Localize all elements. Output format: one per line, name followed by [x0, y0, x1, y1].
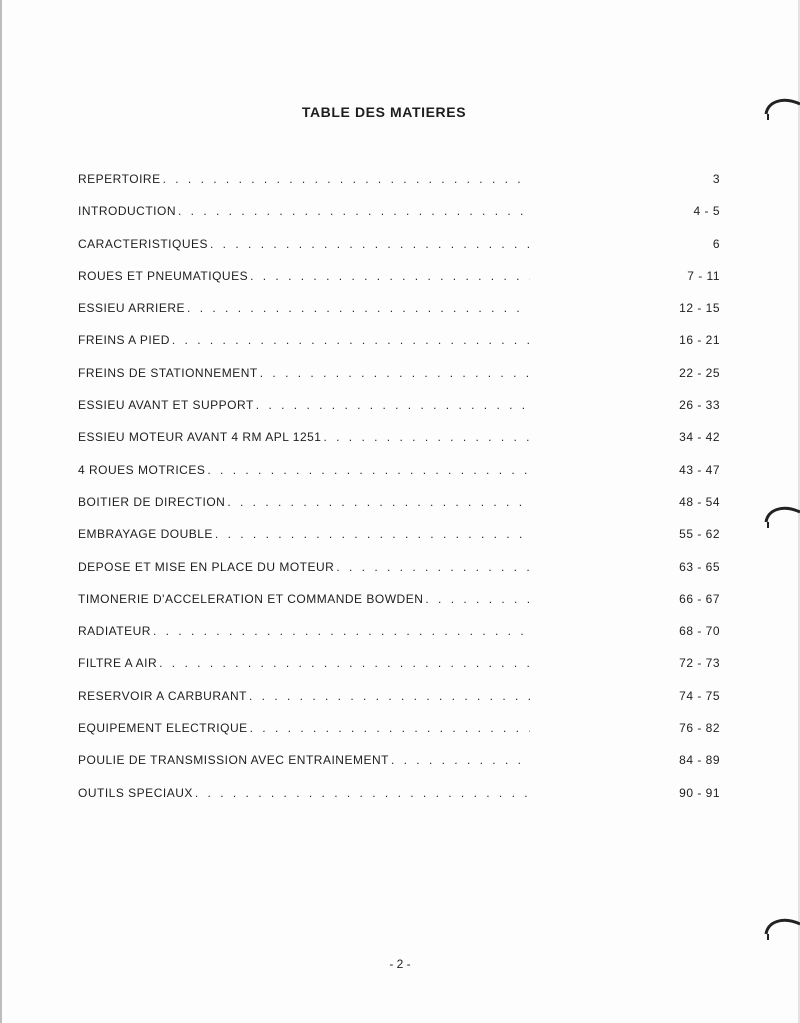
- toc-entry-title: EQUIPEMENT ELECTRIQUE: [78, 721, 248, 736]
- toc-entry-title: INTRODUCTION: [78, 204, 176, 219]
- toc-entry-title: RESERVOIR A CARBURANT: [78, 688, 247, 703]
- toc-entry-title: FREINS DE STATIONNEMENT: [78, 365, 258, 380]
- toc-entry-title: POULIE DE TRANSMISSION AVEC ENTRAINEMENT: [78, 753, 389, 768]
- dot-leader: [172, 328, 530, 352]
- dot-leader: [195, 781, 530, 805]
- page-number: - 2 -: [389, 957, 411, 971]
- toc-entry: [78, 684, 720, 716]
- toc-entry: [78, 781, 720, 813]
- toc-entry-pages: 12 - 15: [679, 301, 720, 316]
- toc-entry: [78, 328, 720, 360]
- toc-entry: [78, 361, 720, 393]
- toc-entry-pages: 22 - 25: [679, 365, 720, 380]
- dot-leader: [227, 490, 530, 514]
- toc-entry-pages: 26 - 33: [679, 398, 720, 413]
- toc-entry: [78, 458, 720, 490]
- dot-leader: [178, 199, 530, 223]
- toc-entry-title: DEPOSE ET MISE EN PLACE DU MOTEUR: [78, 559, 335, 574]
- toc-entry-pages: 68 - 70: [679, 624, 720, 639]
- toc-entry-title: 4 ROUES MOTRICES: [78, 462, 206, 477]
- toc-entry-pages: 7 - 11: [687, 268, 720, 283]
- toc-entry: [78, 555, 720, 587]
- dot-leader: [336, 555, 530, 579]
- toc-entry-pages: 72 - 73: [679, 656, 720, 671]
- toc-entry-title: ROUES ET PNEUMATIQUES: [78, 268, 249, 283]
- toc-entry: [78, 425, 720, 457]
- dot-leader: [250, 264, 530, 288]
- toc-entry-title: FILTRE A AIR: [78, 656, 158, 671]
- toc-entry-title: ESSIEU AVANT ET SUPPORT: [78, 398, 254, 413]
- toc-entry-pages: 6: [712, 236, 720, 251]
- toc-entry: [78, 232, 720, 264]
- toc-entry-pages: 3: [712, 172, 720, 186]
- toc-entry: [78, 716, 720, 748]
- toc-entry-pages: 76 - 82: [679, 721, 720, 736]
- toc-entry-pages: 74 - 75: [679, 688, 720, 703]
- dot-leader: [425, 587, 530, 611]
- toc-entry-title: TIMONERIE D'ACCELERATION ET COMMANDE BOWDEN: [78, 591, 424, 606]
- toc-entry-pages: 84 - 89: [679, 753, 720, 768]
- toc-entry: [78, 393, 720, 425]
- toc-entry-pages: 48 - 54: [679, 494, 720, 509]
- binder-hole-mark: [760, 500, 800, 530]
- toc-entry: [78, 651, 720, 683]
- toc-entry-pages: 66 - 67: [679, 591, 720, 606]
- toc-entry: [78, 296, 720, 328]
- dot-leader: [159, 651, 530, 675]
- dot-leader: [323, 425, 530, 449]
- toc-entry: [78, 264, 720, 296]
- toc-entry-title: FREINS A PIED: [78, 333, 170, 348]
- dot-leader: [210, 232, 530, 256]
- toc-entry-pages: 34 - 42: [679, 430, 720, 445]
- binder-hole-mark: [760, 912, 800, 942]
- binder-hole-mark: [760, 92, 800, 122]
- toc-entry-pages: 43 - 47: [679, 462, 720, 477]
- toc-entry: [78, 199, 720, 231]
- toc-entry: [78, 167, 720, 199]
- toc-entry-pages: 4 - 5: [693, 204, 720, 219]
- dot-leader: [250, 716, 530, 740]
- dot-leader: [163, 167, 530, 191]
- toc-entry-title: OUTILS SPECIAUX: [78, 785, 193, 800]
- toc-entry-title: ESSIEU MOTEUR AVANT 4 RM APL 1251: [78, 430, 322, 445]
- toc-entry-title: CARACTERISTIQUES: [78, 236, 209, 251]
- toc-entry: [78, 587, 720, 619]
- toc-entry-title: ESSIEU ARRIERE: [78, 301, 186, 316]
- page-left-edge: [0, 0, 2, 1023]
- dot-leader: [391, 748, 530, 772]
- dot-leader: [249, 684, 530, 708]
- dot-leader: [153, 619, 530, 643]
- toc-entry-title: REPERTOIRE: [78, 172, 161, 186]
- toc-entry-pages: 55 - 62: [679, 527, 720, 542]
- toc-entry-title: BOITIER DE DIRECTION: [78, 494, 226, 509]
- toc-entry-title: RADIATEUR: [78, 624, 151, 639]
- toc-entry: [78, 522, 720, 554]
- dot-leader: [187, 296, 530, 320]
- table-of-contents: [78, 167, 720, 813]
- toc-entry: [78, 619, 720, 651]
- toc-entry-pages: 63 - 65: [679, 559, 720, 574]
- toc-entry-pages: 90 - 91: [679, 785, 720, 800]
- toc-entry: [78, 490, 720, 522]
- dot-leader: [215, 522, 530, 546]
- toc-entry-pages: 16 - 21: [679, 333, 720, 348]
- dot-leader: [260, 361, 530, 385]
- dot-leader: [256, 393, 530, 417]
- dot-leader: [207, 458, 530, 482]
- page-title: TABLE DES MATIERES: [301, 104, 467, 120]
- toc-entry-title: EMBRAYAGE DOUBLE: [78, 527, 213, 542]
- toc-entry: [78, 748, 720, 780]
